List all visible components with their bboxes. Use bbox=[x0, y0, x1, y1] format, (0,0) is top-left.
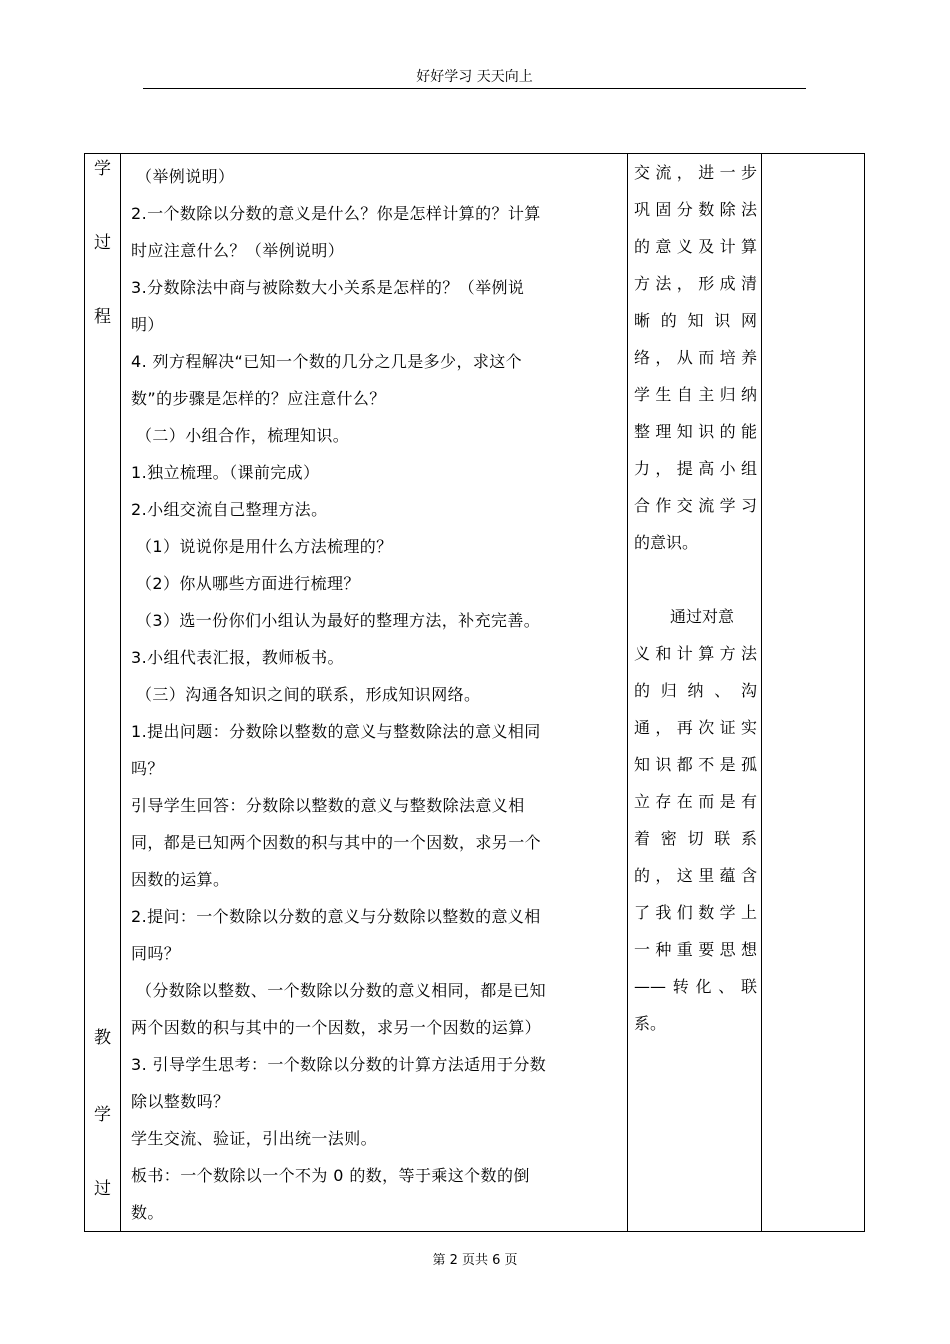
content-line: （3）选一份你们小组认为最好的整理方法，补充完善。 bbox=[136, 611, 541, 630]
content-line: 板书：一个数除以一个不为 0 的数，等于乘这个数的倒 bbox=[131, 1166, 530, 1185]
content-line: 4. 列方程解决“已知一个数的几分之几是多少，求这个 bbox=[131, 352, 523, 371]
page-header: 好好学习 天天向上 bbox=[143, 66, 806, 89]
intent-line: 的意识。 bbox=[634, 533, 699, 552]
page-footer: 第 2 页共 6 页 bbox=[432, 1253, 518, 1268]
intent-line: 晰的知识网 bbox=[634, 311, 757, 330]
intent-line: 学生自主归纳 bbox=[634, 385, 757, 404]
intent-line: 交流，进一步 bbox=[634, 163, 757, 182]
teaching-content-column bbox=[121, 154, 628, 1232]
design-intent-column bbox=[628, 154, 762, 1232]
intent-line: 合作交流学习 bbox=[634, 496, 757, 515]
content-line: 2.提问：一个数除以分数的意义与分数除以整数的意义相 bbox=[131, 907, 541, 926]
stage-char: 教 bbox=[94, 1028, 111, 1048]
stage-column bbox=[85, 154, 121, 1232]
content-line: 2.一个数除以分数的意义是什么？你是怎样计算的？计算 bbox=[131, 204, 541, 223]
content-line: 明） bbox=[131, 315, 164, 334]
content-line: 引导学生回答：分数除以整数的意义与整数除法意义相 bbox=[131, 796, 525, 815]
content-line: 学生交流、验证，引出统一法则。 bbox=[131, 1129, 378, 1148]
intent-line: 立存在而是有 bbox=[634, 792, 757, 811]
intent-line: ——转化、联 bbox=[634, 977, 757, 996]
content-line: 除以整数吗？ bbox=[131, 1092, 230, 1111]
content-line: 两个因数的积与其中的一个因数，求另一个因数的运算） bbox=[131, 1018, 542, 1037]
content-line: （举例说明） bbox=[136, 167, 235, 186]
lesson-table bbox=[84, 153, 865, 1232]
stage-char: 过 bbox=[94, 1179, 111, 1199]
design-intent bbox=[628, 154, 761, 1042]
notes-column bbox=[762, 154, 865, 1232]
content-line: 3.分数除法中商与被除数大小关系是怎样的？（举例说 bbox=[131, 278, 525, 297]
intent-line: 义和计算方法 bbox=[634, 644, 757, 663]
content-line: 因数的运算。 bbox=[131, 870, 230, 889]
content-line: （二）小组合作，梳理知识。 bbox=[136, 426, 350, 445]
content-line: 数”的步骤是怎样的？应注意什么？ bbox=[131, 389, 386, 408]
design-intent-block-2 bbox=[634, 598, 757, 1042]
intent-line: 的归纳、沟 bbox=[634, 681, 757, 700]
intent-line: 方法，形成清 bbox=[634, 274, 757, 293]
content-line: （2）你从哪些方面进行梳理？ bbox=[136, 574, 360, 593]
intent-line: 整理知识的能 bbox=[634, 422, 757, 441]
intent-line: 络，从而培养 bbox=[634, 348, 757, 367]
content-line: 2.小组交流自己整理方法。 bbox=[131, 500, 328, 519]
intent-line: 通过对意 bbox=[670, 607, 735, 626]
stage-char: 学 bbox=[94, 159, 111, 179]
content-line: 3. 引导学生思考：一个数除以分数的计算方法适用于分数 bbox=[131, 1055, 547, 1074]
content-line: （1）说说你是用什么方法梳理的？ bbox=[136, 537, 393, 556]
content-line: 数。 bbox=[131, 1203, 164, 1222]
intent-line: 的意义及计算 bbox=[634, 237, 757, 256]
content-line: 同吗？ bbox=[131, 944, 181, 963]
content-line: 1.独立梳理。（课前完成） bbox=[131, 463, 320, 482]
teaching-content bbox=[121, 154, 627, 1231]
intent-line: 一种重要思想 bbox=[634, 940, 757, 959]
intent-line: 系。 bbox=[634, 1014, 667, 1033]
stage-char: 程 bbox=[94, 307, 111, 327]
intent-line: 巩固分数除法 bbox=[634, 200, 757, 219]
intent-line: 了我们数学上 bbox=[634, 903, 757, 922]
stage-char: 过 bbox=[94, 233, 111, 253]
content-line: 同，都是已知两个因数的积与其中的一个因数，求另一个 bbox=[131, 833, 542, 852]
content-line: （分数除以整数、一个数除以分数的意义相同，都是已知 bbox=[136, 981, 547, 1000]
content-line: 3.小组代表汇报，教师板书。 bbox=[131, 648, 344, 667]
intent-line: 知识都不是孤 bbox=[634, 755, 757, 774]
content-line: 1.提出问题：分数除以整数的意义与整数除法的意义相同 bbox=[131, 722, 541, 741]
design-intent-block-1 bbox=[634, 154, 757, 561]
content-line: （三）沟通各知识之间的联系，形成知识网络。 bbox=[136, 685, 481, 704]
intent-line: 的，这里蕴含 bbox=[634, 866, 757, 885]
intent-line: 着密切联系 bbox=[634, 829, 757, 848]
content-line: 时应注意什么？（举例说明） bbox=[131, 241, 345, 260]
intent-line: 力，提高小组 bbox=[634, 459, 757, 478]
stage-char: 学 bbox=[94, 1105, 111, 1125]
intent-line: 通，再次证实 bbox=[634, 718, 757, 737]
content-line: 吗？ bbox=[131, 759, 164, 778]
